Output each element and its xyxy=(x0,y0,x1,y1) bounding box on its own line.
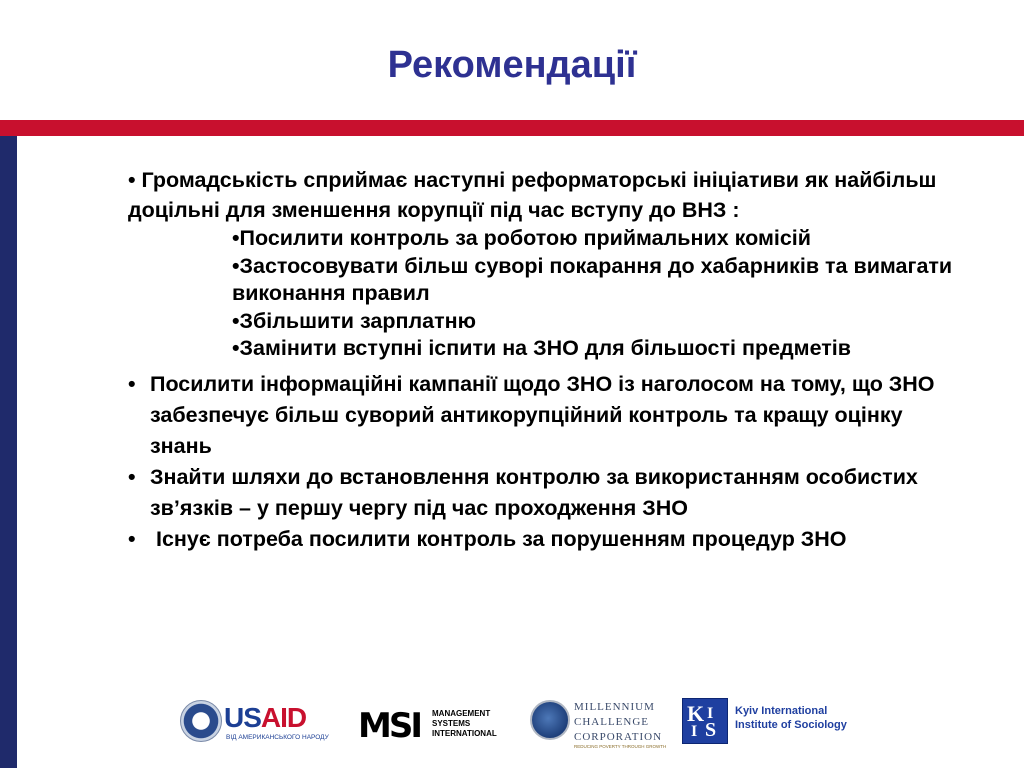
bullet-item xyxy=(128,524,958,555)
mcc-tagline: REDUCING POVERTY THROUGH GROWTH xyxy=(574,744,667,749)
sub-item: •Посилити контроль за роботою приймальних комісій xyxy=(232,226,811,250)
usaid-wordmark: USAID xyxy=(224,702,307,733)
bullet-text: Існує потреба посилити контроль за порушенням процедур ЗНО xyxy=(150,526,847,551)
msi-mark: MSI xyxy=(358,706,420,746)
left-blue-bar xyxy=(0,136,17,768)
kiis-name: Kyiv International Institute of Sociology xyxy=(735,705,847,731)
globe-icon xyxy=(530,700,570,740)
usaid-logo xyxy=(180,700,329,746)
intro-paragraph: • Громадськість сприймає наступні реформаторські ініціативи як найбільш доцільні для зменшення корупції під час вступу до ВНЗ : xyxy=(128,168,937,222)
mcc-logo xyxy=(530,696,680,752)
usaid-seal-icon xyxy=(180,700,222,742)
mcc-name: MILLENNIUM CHALLENGE CORPORATION xyxy=(574,701,663,743)
msi-name: MANAGEMENT SYSTEMS INTERNATIONAL xyxy=(432,709,497,738)
sub-item: •Збільшити зарплатню xyxy=(232,308,476,333)
slide-title: Рекомендації xyxy=(387,44,637,86)
header-red-band xyxy=(0,120,1024,136)
bullet-list xyxy=(128,369,958,555)
kiis-logo xyxy=(682,698,862,744)
bullet-text: Посилити інформаційні кампанії щодо ЗНО із наголосом на тому, що ЗНО забезпечує більш суворий антикорупційний контроль та кращу оцінку знань xyxy=(150,371,935,458)
bullet-marker: • xyxy=(128,464,136,489)
slide-content xyxy=(128,166,958,555)
msi-logo xyxy=(358,704,503,744)
sub-item: •Замінити вступні іспити на ЗНО для більшості предметів xyxy=(232,336,851,360)
kiis-mark-icon: K I I S xyxy=(682,698,728,744)
bullet-marker: • xyxy=(128,526,136,551)
bullet-text: Знайти шляхи до встановлення контролю за використанням особистих зв’язків – у першу чергу під час проходження ЗНО xyxy=(150,464,918,520)
usaid-tagline: ВІД АМЕРИКАНСЬКОГО НАРОДУ xyxy=(226,734,329,741)
sub-item: •Застосовувати більш суворі покарання до хабарників та вимагати виконання правил xyxy=(232,253,953,305)
bullet-item xyxy=(128,369,958,462)
bullet-item xyxy=(128,462,958,524)
sub-list xyxy=(232,225,958,363)
bullet-marker: • xyxy=(128,371,136,396)
footer-logos xyxy=(0,690,1024,760)
